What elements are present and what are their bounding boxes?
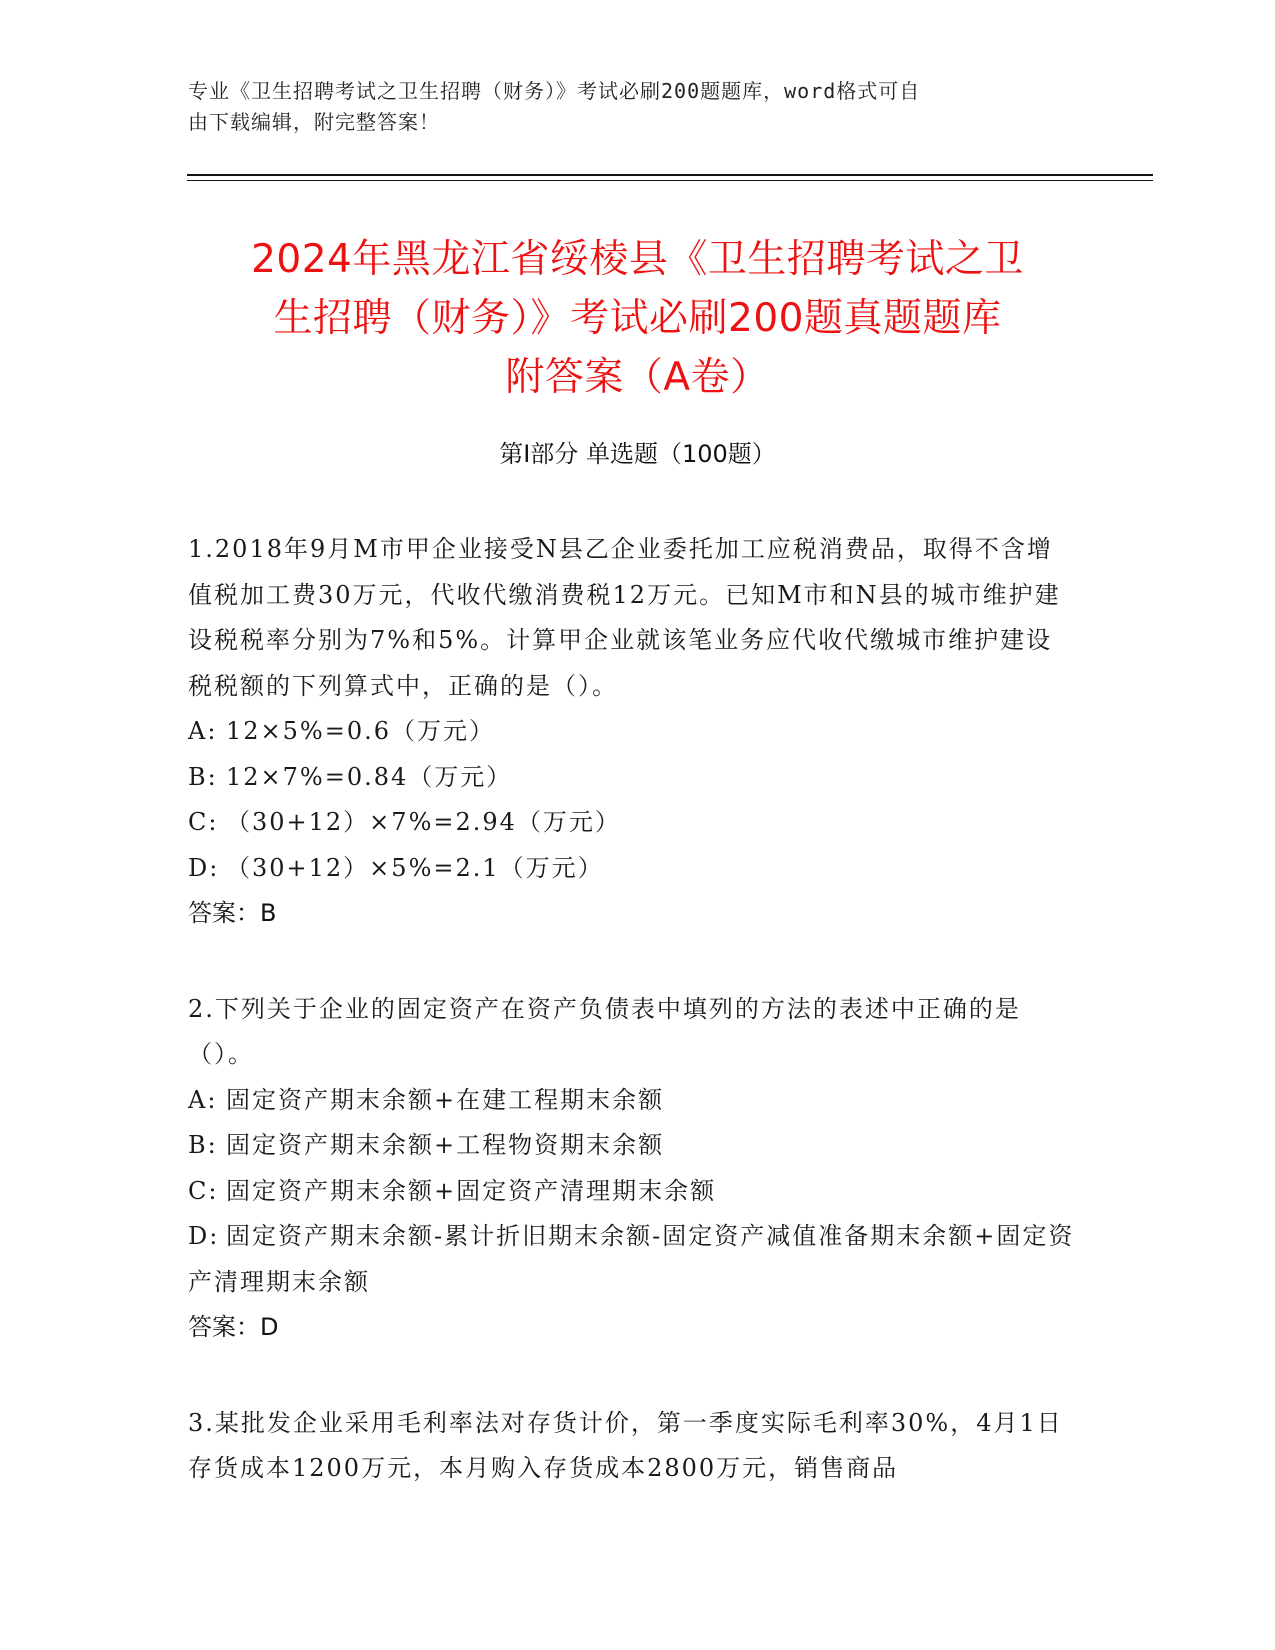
header-divider-thick [187,174,1153,176]
option-a [188,709,1078,755]
question-stem: 3.某批发企业采用毛利率法对存货计价，第一季度实际毛利率30%，4月1日存货成本1200万元，本月购入存货成本2800万元，销售商品 [188,1408,1063,1482]
question-2 [188,987,1078,1351]
header-note [188,76,1088,138]
option-letter: B: [188,762,218,791]
option-c [188,1169,1078,1215]
answer-label: 答案：B [188,899,277,927]
section-heading: 第Ⅰ部分 单选题（100题） [499,440,776,468]
header-note-line-1: 专业《卫生招聘考试之卫生招聘（财务）》考试必刷200题题库，word格式可自 [188,79,921,103]
question-3 [188,1401,1078,1492]
option-text: 固定资产期末余额-累计折旧期末余额-固定资产减值准备期末余额+固定资产清理期末余额 [188,1222,1075,1296]
option-text: 12×7%=0.84（万元） [226,762,513,791]
option-letter: D: [188,1222,220,1250]
option-c [188,800,1078,846]
question-stem: 1.2018年9月M市甲企业接受N县乙企业委托加工应税消费品，取得不含增值税加工费30万元，代收代缴消费税12万元。已知M市和N县的城市维护建设税税率分别为7%和5%。计算甲企业就该笔业务应代收代缴城市维护建设税税额的下列算式中，正确的是（）。 [188,535,1061,700]
option-a [188,1078,1078,1124]
option-text: 固定资产期末余额+工程物资期末余额 [226,1131,665,1159]
option-text: 12×5%=0.6（万元） [226,717,495,745]
question-list [188,527,1078,1542]
option-d [188,846,1078,892]
option-b [188,755,1078,801]
header-note-line-2: 由下载编辑，附完整答案！ [188,110,440,134]
question-stem: 2.下列关于企业的固定资产在资产负债表中填列的方法的表述中正确的是（）。 [188,994,1021,1068]
document-title-line-1: 2024年黑龙江省绥棱县《卫生招聘考试之卫 [251,237,1024,282]
option-text: 固定资产期末余额+在建工程期末余额 [226,1085,665,1114]
document-title-line-2: 生招聘（财务）》考试必刷200题真题题库 [273,296,1002,341]
option-text: 固定资产期末余额+固定资产清理期末余额 [226,1176,717,1205]
header-divider-thin [187,180,1153,181]
option-letter: A: [188,717,218,745]
option-letter: C: [188,1176,219,1205]
question-1 [188,527,1078,937]
document-title [150,230,1125,407]
option-text: （30+12）×5%=2.1（万元） [226,853,604,882]
answer-label: 答案：D [188,1313,279,1341]
option-letter: C: [188,808,219,836]
document-title-line-3: 附答案（A卷） [505,355,770,400]
option-d [188,1214,1078,1305]
option-b [188,1123,1078,1169]
option-text: （30+12）×7%=2.94（万元） [226,808,621,836]
option-letter: B: [188,1131,218,1159]
option-letter: D: [188,853,220,882]
option-letter: A: [188,1085,218,1114]
